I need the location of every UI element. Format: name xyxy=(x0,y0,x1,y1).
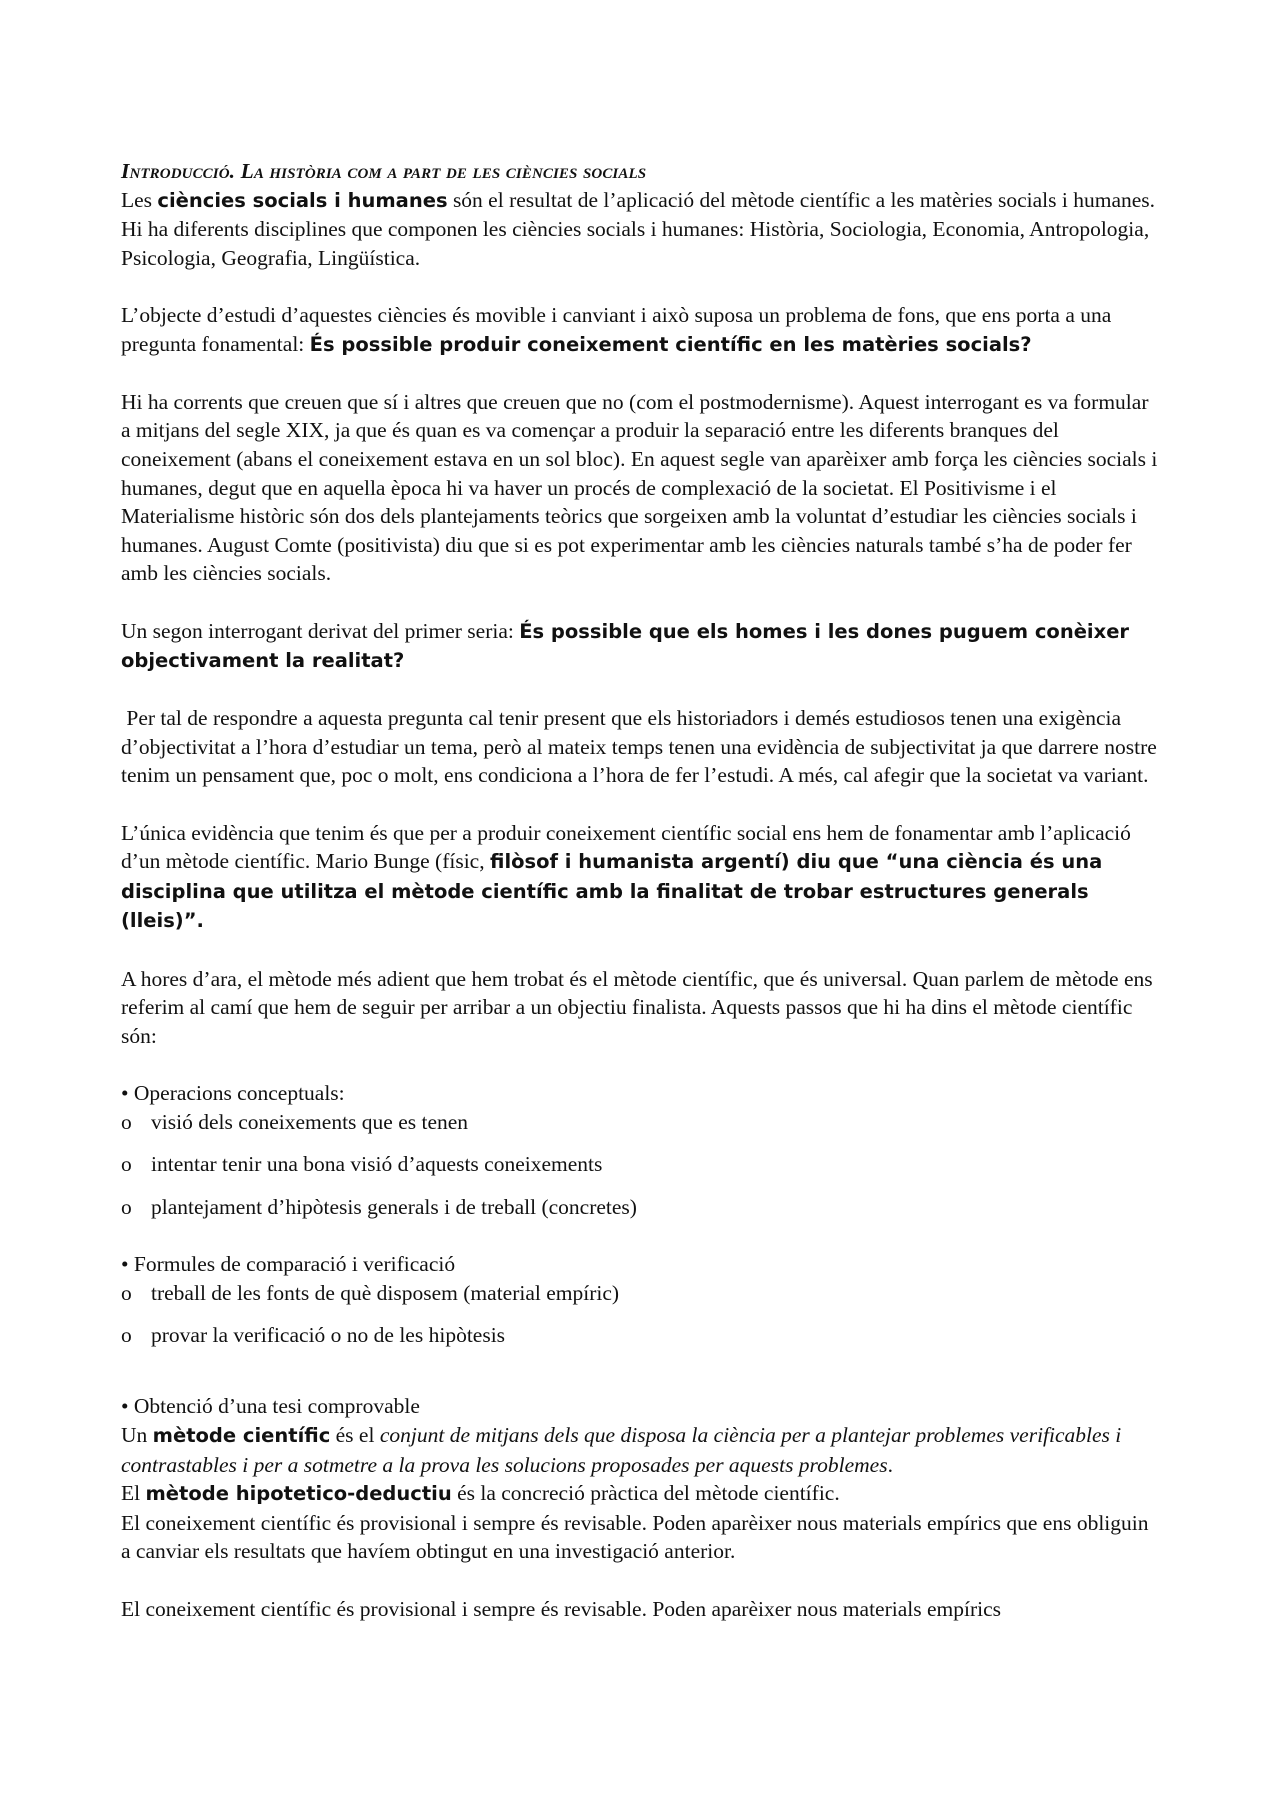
bullet-icon: • xyxy=(121,1394,129,1419)
text-run: . xyxy=(887,1452,893,1477)
list-item-text: treball de les fonts de què disposem (material empíric) xyxy=(151,1280,620,1305)
list-item-text: plantejament d’hipòtesis generals i de treball (concretes) xyxy=(151,1194,637,1219)
paragraph-bunge xyxy=(121,819,1160,936)
paragraph-definition xyxy=(121,1421,1160,1479)
bullet-icon: • xyxy=(121,1251,129,1276)
paragraph-intro xyxy=(121,186,1160,273)
list-heading-text: Obtenció d’una tesi comprovable xyxy=(133,1394,420,1419)
circle-bullet-icon: o xyxy=(121,1280,132,1305)
list-item xyxy=(121,1193,1160,1222)
list-heading xyxy=(121,1079,1160,1108)
list-item xyxy=(121,1321,1160,1350)
circle-bullet-icon: o xyxy=(121,1109,132,1134)
paragraph-currents: Hi ha corrents que creuen que sí i altres que creuen que no (com el postmodernisme). Aquest interrogant es va formular a mitjans del segle XIX, ja que és quan es va començar a produir la separació entre les diferents branques del coneixement (abans el coneixement estava en un sol bloc). En aquest segle van aparèixer amb força les ciències socials i humanes, degut que en aquella època hi va haver un procés de complexació de la societat. El Positivisme i el Materialisme històric són dos dels plantejaments teòrics que sorgeixen amb la voluntat d’estudiar les ciències socials i humanes. August Comte (positivista) diu que si es pot experimentar amb les ciències naturals també s’ha de poder fer amb les ciències socials. xyxy=(121,389,1158,586)
bold-term: ciències socials i humanes xyxy=(157,188,448,212)
paragraph-provisional-repeat: El coneixement científic és provisional i sempre és revisable. Poden aparèixer nous materials empírics xyxy=(121,1596,1002,1621)
page-title: Introducció. La història com a part de les ciències socials xyxy=(121,159,647,183)
list-item xyxy=(121,1279,1160,1308)
list-item xyxy=(121,1108,1160,1137)
list-heading-text: Operacions conceptuals: xyxy=(133,1081,345,1105)
bullet-icon: • xyxy=(121,1081,129,1105)
paragraph-hypothetico xyxy=(121,1479,1160,1509)
circle-bullet-icon: o xyxy=(121,1152,132,1177)
bold-quote: filòsof i humanista argentí) diu que “una ciència és una disciplina que utilitza el mètode científic amb la finalitat de trobar estructures generals (lleis)”. xyxy=(121,850,1103,933)
italic-definition: conjunt de mitjans dels que disposa la ciència per a plantejar problemes verificables i contrastables i per a sotmetre a la prova les solucions proposades per aquests problemes xyxy=(121,1422,1122,1477)
bold-term: mètode científic xyxy=(152,1423,331,1447)
bold-question: És possible que els homes i les dones puguem conèixer objectivament la realitat? xyxy=(121,619,1130,673)
list-thesis xyxy=(121,1392,1160,1421)
text-run: Les xyxy=(121,187,158,212)
text-run: és la concreció pràctica del mètode científic. xyxy=(451,1481,840,1506)
list-item-text: provar la verificació o no de les hipòtesis xyxy=(151,1323,506,1348)
list-conceptual xyxy=(121,1079,1160,1221)
circle-bullet-icon: o xyxy=(121,1323,132,1348)
paragraph-objectivity: Per tal de respondre a aquesta pregunta cal tenir present que els historiadors i demés estudiosos tenen una exigència d’objectivitat a l’hora d’estudiar un tema, però al mateix temps tenen una evidència de subjectivitat ja que darrere nostre tenim un pensament que, poc o molt, ens condiciona a l’hora de fer l’estudi. A més, cal afegir que la societat va variant. xyxy=(121,706,1163,788)
list-heading-text: Formules de comparació i verificació xyxy=(133,1251,456,1276)
text-run: Un xyxy=(121,1422,153,1447)
text-run: L’objecte d’estudi d’aquestes ciències és movible i canviant i això suposa un problema de fons, que ens porta a una pregunta fonamental: xyxy=(121,302,1112,356)
text-run: Un segon interrogant derivat del primer seria: xyxy=(121,618,520,643)
list-item xyxy=(121,1150,1160,1179)
text-run: és el xyxy=(330,1422,380,1447)
paragraph-object xyxy=(121,301,1160,359)
text-run: El xyxy=(121,1481,146,1506)
paragraph-second-question xyxy=(121,617,1160,676)
bold-term: mètode hipotetico-deductiu xyxy=(145,1482,452,1506)
list-heading xyxy=(121,1392,1160,1421)
list-heading xyxy=(121,1250,1160,1279)
paragraph-method: A hores d’ara, el mètode més adient que hem trobat és el mètode científic, que és universal. Quan parlem de mètode ens referim al camí que hem de seguir per arribar a un objectiu finalista. Aquests passos que hi ha dins el mètode científic són: xyxy=(121,966,1153,1048)
paragraph-provisional: El coneixement científic és provisional i sempre és revisable. Poden aparèixer nous materials empírics que ens obliguin a canviar els resultats que havíem obtingut en una investigació anterior. xyxy=(121,1510,1149,1564)
text-run: són el resultat de l’aplicació del mètode científic a les matèries socials i humanes. Hi ha diferents disciplines que componen les ciències socials i humanes: Història, Sociologia, Economia, Antropologia, Psicologia, Geografia, Lingüística. xyxy=(121,187,1156,270)
list-item-text: visió dels coneixements que es tenen xyxy=(151,1109,469,1134)
text-run: L’única evidència que tenim és que per a produir coneixement científic social ens hem de fonamentar amb l’aplicació d’un mètode científic. Mario Bunge (físic, xyxy=(121,820,1131,874)
circle-bullet-icon: o xyxy=(121,1194,132,1219)
bold-question: És possible produir coneixement científic en les matèries socials? xyxy=(309,332,1032,356)
list-verification xyxy=(121,1250,1160,1350)
list-item-text: intentar tenir una bona visió d’aquests coneixements xyxy=(151,1152,603,1177)
